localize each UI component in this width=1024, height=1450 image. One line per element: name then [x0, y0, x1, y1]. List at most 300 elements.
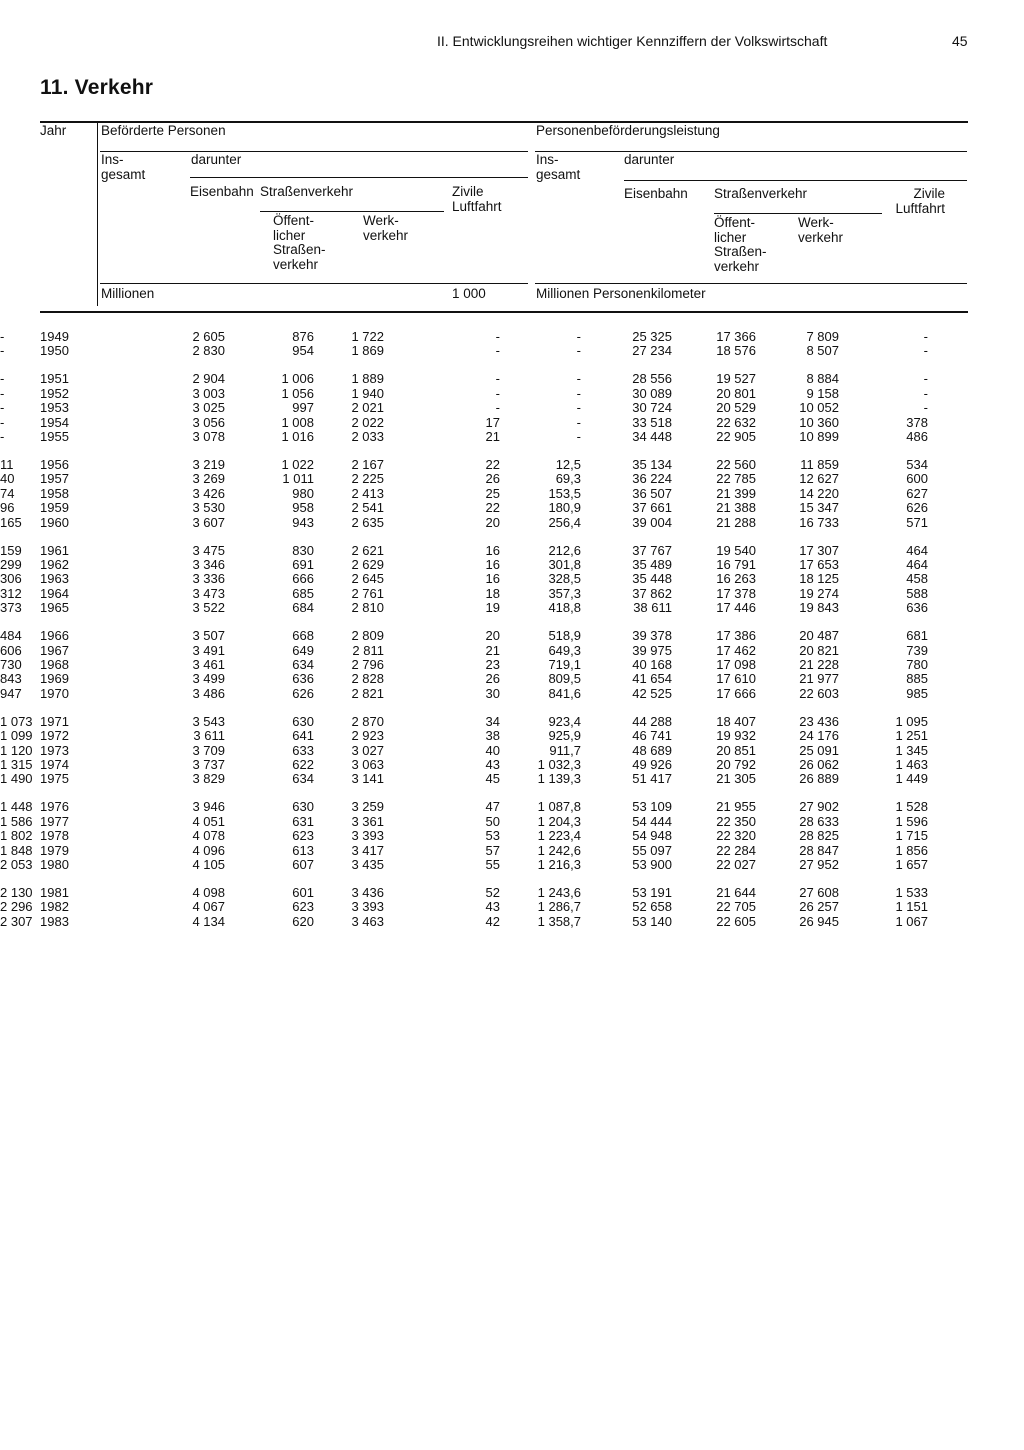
cell-pkm-eisenbahn: 22 027 — [716, 857, 756, 872]
cell-pkm-oeffentlicher-strassenverkehr: 8 884 — [806, 371, 839, 387]
cell-persons-zivile-luftfahrt: 809,5 — [548, 671, 581, 687]
cell-year: 1979 — [40, 842, 69, 858]
cell-persons-eisenbahn: 1 016 — [281, 429, 314, 444]
cell-persons-zivile-luftfahrt: 1 087,8 — [537, 799, 581, 815]
cell-pkm-eisenbahn: 17 366 — [716, 329, 756, 344]
cell-persons-insgesamt: 3 486 — [192, 685, 225, 701]
cell-persons-eisenbahn: 601 — [292, 885, 314, 900]
cell-pkm-zivile-luftfahrt: - — [0, 343, 5, 359]
cell-persons-insgesamt: 3 078 — [192, 429, 225, 444]
cell-pkm-oeffentlicher-strassenverkehr: 9 158 — [806, 385, 839, 401]
cell-pkm-oeffentlicher-strassenverkehr: 25 091 — [799, 742, 839, 758]
cell-pkm-eisenbahn: 19 932 — [716, 728, 756, 744]
table-row — [0, 544, 1024, 558]
cell-persons-werkverkehr: 19 — [485, 600, 500, 616]
cell-persons-eisenbahn: 668 — [292, 628, 314, 644]
cell-persons-werkverkehr: - — [495, 371, 500, 387]
cell-persons-zivile-luftfahrt: 12,5 — [555, 457, 581, 472]
cell-persons-zivile-luftfahrt: 649,3 — [548, 642, 581, 658]
cell-pkm-werkverkehr: 627 — [906, 485, 928, 501]
cell-pkm-werkverkehr: 1 251 — [895, 728, 928, 744]
cell-pkm-eisenbahn: 21 399 — [716, 485, 756, 501]
cell-pkm-oeffentlicher-strassenverkehr: 26 257 — [799, 899, 839, 915]
cell-pkm-zivile-luftfahrt: 11 — [0, 457, 14, 472]
cell-pkm-zivile-luftfahrt: 730 — [0, 657, 22, 672]
header-werkverkehr-pkm: Werk-verkehr — [798, 215, 844, 245]
cell-pkm-oeffentlicher-strassenverkehr: 10 052 — [799, 400, 839, 416]
cell-persons-werkverkehr: 20 — [485, 514, 500, 530]
cell-pkm-insgesamt: 42 525 — [632, 685, 672, 701]
cell-persons-insgesamt: 4 105 — [192, 857, 225, 872]
cell-year: 1983 — [40, 913, 69, 929]
cell-persons-zivile-luftfahrt: 301,8 — [548, 557, 581, 572]
cell-pkm-zivile-luftfahrt: - — [0, 329, 5, 344]
table-row — [0, 501, 1024, 515]
rule-subcolumns-right — [624, 180, 967, 181]
cell-persons-zivile-luftfahrt: 1 286,7 — [537, 899, 581, 915]
unit-millionen: Millionen — [101, 286, 155, 301]
cell-persons-zivile-luftfahrt: 1 243,6 — [537, 885, 581, 900]
cell-persons-insgesamt: 4 067 — [192, 899, 225, 915]
cell-persons-insgesamt: 3 499 — [192, 671, 225, 687]
cell-persons-eisenbahn: 622 — [292, 757, 314, 772]
header-personenbefoerderungsleistung: Personenbeförderungsleistung — [536, 123, 720, 138]
cell-persons-eisenbahn: 685 — [292, 585, 314, 601]
table-row — [0, 815, 1024, 829]
cell-pkm-eisenbahn: 22 785 — [716, 471, 756, 487]
header-darunter-persons: darunter — [191, 152, 242, 167]
header-eisenbahn-pkm: Eisenbahn — [624, 186, 688, 201]
cell-persons-oeffentlicher-strassenverkehr: 3 417 — [351, 842, 384, 858]
cell-persons-zivile-luftfahrt: 1 358,7 — [537, 913, 581, 929]
cell-year: 1955 — [40, 429, 69, 444]
cell-year: 1973 — [40, 742, 69, 758]
cell-persons-eisenbahn: 649 — [292, 642, 314, 658]
cell-persons-insgesamt: 3 461 — [192, 657, 225, 672]
cell-pkm-oeffentlicher-strassenverkehr: 20 821 — [799, 642, 839, 658]
cell-pkm-eisenbahn: 20 529 — [716, 400, 756, 416]
cell-pkm-oeffentlicher-strassenverkehr: 26 889 — [799, 771, 839, 787]
cell-pkm-insgesamt: 36 224 — [632, 471, 672, 487]
cell-pkm-werkverkehr: - — [923, 343, 928, 359]
cell-pkm-eisenbahn: 22 905 — [716, 429, 756, 444]
cell-persons-zivile-luftfahrt: 1 223,4 — [537, 828, 581, 844]
header-strassenverkehr-persons: Straßenverkehr — [260, 184, 354, 199]
cell-pkm-eisenbahn: 22 705 — [716, 899, 756, 915]
cell-year: 1949 — [40, 329, 69, 344]
cell-year: 1967 — [40, 642, 69, 658]
cell-persons-eisenbahn: 623 — [292, 828, 314, 844]
cell-pkm-zivile-luftfahrt: 74 — [0, 485, 15, 501]
cell-pkm-oeffentlicher-strassenverkehr: 22 603 — [799, 685, 839, 701]
cell-persons-insgesamt: 3 491 — [192, 642, 225, 658]
table-row — [0, 330, 1024, 344]
cell-pkm-zivile-luftfahrt: 1 448 — [0, 799, 33, 815]
header-insgesamt-pkm: Ins-gesamt — [536, 152, 581, 182]
cell-persons-werkverkehr: - — [495, 329, 500, 344]
cell-pkm-eisenbahn: 17 378 — [716, 585, 756, 601]
header-strassenverkehr-pkm: Straßenverkehr — [714, 186, 808, 201]
cell-year: 1977 — [40, 813, 69, 829]
cell-persons-zivile-luftfahrt: 418,8 — [548, 600, 581, 616]
cell-pkm-insgesamt: 39 378 — [632, 628, 672, 644]
table-row — [0, 558, 1024, 572]
cell-pkm-insgesamt: 54 444 — [632, 813, 672, 829]
year-column-divider — [97, 121, 98, 306]
cell-persons-zivile-luftfahrt: - — [576, 371, 581, 387]
cell-persons-zivile-luftfahrt: 1 216,3 — [537, 857, 581, 872]
cell-persons-werkverkehr: - — [495, 385, 500, 401]
header-eisenbahn-persons: Eisenbahn — [190, 184, 254, 199]
cell-persons-eisenbahn: 958 — [292, 500, 314, 516]
cell-persons-oeffentlicher-strassenverkehr: 2 167 — [351, 457, 384, 472]
cell-persons-oeffentlicher-strassenverkehr: 2 761 — [351, 585, 384, 601]
cell-pkm-werkverkehr: 885 — [906, 671, 928, 687]
cell-persons-oeffentlicher-strassenverkehr: 1 940 — [351, 385, 384, 401]
cell-persons-oeffentlicher-strassenverkehr: 3 393 — [351, 828, 384, 844]
cell-pkm-insgesamt: 36 507 — [632, 485, 672, 501]
cell-persons-insgesamt: 3 025 — [192, 400, 225, 416]
cell-persons-werkverkehr: 53 — [485, 828, 500, 844]
cell-year: 1969 — [40, 671, 69, 687]
cell-pkm-werkverkehr: 1 463 — [895, 757, 928, 772]
cell-pkm-eisenbahn: 17 446 — [716, 600, 756, 616]
cell-pkm-werkverkehr: 1 596 — [895, 813, 928, 829]
cell-pkm-oeffentlicher-strassenverkehr: 23 436 — [799, 713, 839, 729]
cell-persons-insgesamt: 4 134 — [192, 913, 225, 929]
cell-persons-eisenbahn: 1 022 — [281, 457, 314, 472]
cell-persons-eisenbahn: 630 — [292, 799, 314, 815]
cell-pkm-eisenbahn: 21 305 — [716, 771, 756, 787]
cell-persons-insgesamt: 4 096 — [192, 842, 225, 858]
cell-persons-eisenbahn: 607 — [292, 857, 314, 872]
cell-persons-zivile-luftfahrt: - — [576, 414, 581, 430]
unit-tausend: 1 000 — [452, 286, 486, 301]
cell-pkm-insgesamt: 53 109 — [632, 799, 672, 815]
table-row — [0, 344, 1024, 358]
cell-persons-zivile-luftfahrt: 212,6 — [548, 542, 581, 558]
header-werkverkehr-persons: Werk-verkehr — [363, 213, 409, 243]
table-row — [0, 844, 1024, 858]
cell-persons-eisenbahn: 1 011 — [282, 471, 314, 487]
cell-persons-werkverkehr: 20 — [485, 628, 500, 644]
rule-subcolumns-left — [190, 177, 528, 178]
cell-pkm-insgesamt: 25 325 — [632, 329, 672, 344]
cell-year: 1971 — [40, 713, 69, 729]
cell-pkm-werkverkehr: 600 — [906, 471, 928, 487]
cell-pkm-zivile-luftfahrt: 1 490 — [0, 771, 33, 787]
cell-persons-insgesamt: 3 426 — [192, 485, 225, 501]
cell-persons-insgesamt: 3 543 — [192, 713, 225, 729]
cell-pkm-eisenbahn: 16 791 — [716, 557, 756, 572]
rule-darunter-left — [100, 151, 528, 152]
cell-pkm-werkverkehr: 739 — [906, 642, 928, 658]
rule-darunter-right — [535, 151, 967, 152]
cell-pkm-eisenbahn: 17 610 — [716, 671, 756, 687]
cell-pkm-werkverkehr: 985 — [906, 685, 928, 701]
cell-pkm-eisenbahn: 16 263 — [716, 571, 756, 587]
cell-pkm-werkverkehr: 1 856 — [895, 842, 928, 858]
cell-persons-werkverkehr: 43 — [485, 757, 500, 772]
cell-pkm-zivile-luftfahrt: 1 073 — [0, 713, 33, 729]
cell-pkm-werkverkehr: - — [923, 329, 928, 344]
cell-pkm-insgesamt: 37 767 — [632, 542, 672, 558]
cell-persons-werkverkehr: 22 — [485, 457, 500, 472]
section-title: 11. Verkehr — [40, 76, 154, 99]
cell-persons-werkverkehr: 42 — [485, 913, 500, 929]
cell-persons-eisenbahn: 691 — [292, 557, 314, 572]
cell-pkm-werkverkehr: 464 — [906, 557, 928, 572]
cell-persons-insgesamt: 3 346 — [192, 557, 225, 572]
cell-persons-werkverkehr: 16 — [485, 557, 500, 572]
cell-persons-insgesamt: 3 607 — [192, 514, 225, 530]
cell-pkm-werkverkehr: 1 657 — [895, 857, 928, 872]
cell-persons-werkverkehr: 23 — [485, 657, 500, 672]
cell-pkm-zivile-luftfahrt: 2 130 — [0, 885, 33, 900]
cell-pkm-werkverkehr: 588 — [906, 585, 928, 601]
cell-pkm-eisenbahn: 20 851 — [716, 742, 756, 758]
cell-pkm-werkverkehr: 486 — [906, 429, 928, 444]
cell-pkm-eisenbahn: 22 632 — [716, 414, 756, 430]
cell-pkm-zivile-luftfahrt: 306 — [0, 571, 22, 587]
cell-pkm-oeffentlicher-strassenverkehr: 19 843 — [799, 600, 839, 616]
cell-year: 1975 — [40, 771, 69, 787]
cell-persons-zivile-luftfahrt: 923,4 — [548, 713, 581, 729]
rule-units-right — [535, 283, 967, 284]
cell-year: 1972 — [40, 728, 69, 744]
cell-persons-insgesamt: 2 830 — [192, 343, 225, 359]
cell-pkm-zivile-luftfahrt: 40 — [0, 471, 15, 487]
cell-persons-insgesamt: 3 219 — [192, 457, 225, 472]
cell-pkm-eisenbahn: 22 320 — [716, 828, 756, 844]
header-insgesamt-persons: Ins-gesamt — [101, 152, 146, 182]
cell-pkm-werkverkehr: 1 528 — [895, 799, 928, 815]
cell-persons-eisenbahn: 631 — [292, 813, 314, 829]
cell-pkm-oeffentlicher-strassenverkehr: 28 825 — [799, 828, 839, 844]
cell-persons-oeffentlicher-strassenverkehr: 1 889 — [351, 371, 384, 387]
header-befoerderte-personen: Beförderte Personen — [101, 123, 226, 138]
cell-persons-eisenbahn: 623 — [292, 899, 314, 915]
cell-pkm-eisenbahn: 22 350 — [716, 813, 756, 829]
cell-persons-eisenbahn: 1 056 — [281, 385, 314, 401]
cell-persons-zivile-luftfahrt: 841,6 — [548, 685, 581, 701]
cell-pkm-eisenbahn: 19 527 — [716, 371, 756, 387]
cell-persons-oeffentlicher-strassenverkehr: 2 413 — [351, 485, 384, 501]
cell-pkm-zivile-luftfahrt: 299 — [0, 557, 22, 572]
cell-pkm-insgesamt: 35 448 — [632, 571, 672, 587]
cell-persons-insgesamt: 2 605 — [192, 329, 225, 344]
cell-pkm-werkverkehr: - — [923, 385, 928, 401]
cell-persons-werkverkehr: 40 — [485, 742, 500, 758]
cell-persons-eisenbahn: 634 — [292, 657, 314, 672]
cell-year: 1965 — [40, 600, 69, 616]
cell-persons-werkverkehr: 52 — [485, 885, 500, 900]
rule-strassenverkehr-right — [714, 213, 882, 214]
cell-persons-insgesamt: 3 507 — [192, 628, 225, 644]
table-row — [0, 744, 1024, 758]
cell-persons-zivile-luftfahrt: 153,5 — [548, 485, 581, 501]
cell-persons-zivile-luftfahrt: 69,3 — [555, 471, 581, 487]
cell-pkm-werkverkehr: 1 715 — [895, 828, 928, 844]
cell-year: 1951 — [40, 371, 69, 387]
cell-pkm-werkverkehr: 681 — [906, 628, 928, 644]
cell-pkm-werkverkehr: 1 449 — [895, 771, 928, 787]
cell-pkm-insgesamt: 49 926 — [632, 757, 672, 772]
header-oeffentlicher-strassenverkehr-persons: Öffent-licher Straßen-verkehr — [273, 213, 326, 272]
cell-year: 1954 — [40, 414, 69, 430]
cell-persons-eisenbahn: 954 — [292, 343, 314, 359]
cell-year: 1978 — [40, 828, 69, 844]
cell-persons-zivile-luftfahrt: - — [576, 400, 581, 416]
header-oeffentlicher-strassenverkehr-pkm: Öffent-licher Straßen-verkehr — [714, 215, 767, 274]
cell-pkm-zivile-luftfahrt: - — [0, 385, 5, 401]
cell-persons-werkverkehr: 47 — [485, 799, 500, 815]
header-darunter-pkm: darunter — [624, 152, 675, 167]
cell-pkm-zivile-luftfahrt: 165 — [0, 514, 22, 530]
cell-persons-oeffentlicher-strassenverkehr: 2 828 — [351, 671, 384, 687]
cell-persons-oeffentlicher-strassenverkehr: 3 141 — [351, 771, 384, 787]
cell-persons-insgesamt: 3 003 — [192, 385, 225, 401]
cell-pkm-oeffentlicher-strassenverkehr: 15 347 — [799, 500, 839, 516]
cell-pkm-eisenbahn: 17 666 — [716, 685, 756, 701]
table-row — [0, 629, 1024, 643]
cell-persons-werkverkehr: 30 — [485, 685, 500, 701]
cell-pkm-zivile-luftfahrt: 2 296 — [0, 899, 33, 915]
cell-pkm-oeffentlicher-strassenverkehr: 12 627 — [799, 471, 839, 487]
cell-persons-oeffentlicher-strassenverkehr: 2 621 — [351, 542, 384, 558]
cell-pkm-insgesamt: 34 448 — [632, 429, 672, 444]
header-zivile-luftfahrt-persons: Zivile Luftfahrt — [452, 184, 502, 214]
header-zivile-luftfahrt-pkm: Zivile Luftfahrt — [895, 186, 945, 216]
cell-pkm-zivile-luftfahrt: 1 120 — [0, 742, 33, 758]
cell-year: 1981 — [40, 885, 69, 900]
cell-pkm-insgesamt: 39 004 — [632, 514, 672, 530]
cell-year: 1970 — [40, 685, 69, 701]
cell-persons-eisenbahn: 876 — [292, 329, 314, 344]
cell-persons-werkverkehr: 16 — [485, 542, 500, 558]
cell-pkm-zivile-luftfahrt: 1 315 — [0, 757, 33, 772]
table-head-bottom-rule — [40, 311, 968, 313]
cell-year: 1957 — [40, 471, 69, 487]
cell-year: 1974 — [40, 757, 69, 772]
cell-persons-oeffentlicher-strassenverkehr: 3 063 — [351, 757, 384, 772]
table-row — [0, 758, 1024, 772]
cell-persons-insgesamt: 3 522 — [192, 600, 225, 616]
cell-pkm-oeffentlicher-strassenverkehr: 26 945 — [799, 913, 839, 929]
cell-pkm-eisenbahn: 22 284 — [716, 842, 756, 858]
cell-persons-zivile-luftfahrt: 1 204,3 — [537, 813, 581, 829]
cell-pkm-eisenbahn: 17 462 — [716, 642, 756, 658]
cell-pkm-eisenbahn: 22 605 — [716, 913, 756, 929]
cell-pkm-eisenbahn: 19 540 — [716, 542, 756, 558]
cell-pkm-insgesamt: 53 900 — [632, 857, 672, 872]
cell-pkm-oeffentlicher-strassenverkehr: 18 125 — [799, 571, 839, 587]
cell-pkm-eisenbahn: 22 560 — [716, 457, 756, 472]
cell-pkm-werkverkehr: 780 — [906, 657, 928, 672]
cell-pkm-zivile-luftfahrt: 1 848 — [0, 842, 33, 858]
cell-year: 1962 — [40, 557, 69, 572]
cell-persons-oeffentlicher-strassenverkehr: 2 821 — [351, 685, 384, 701]
cell-pkm-zivile-luftfahrt: 947 — [0, 685, 22, 701]
table-row — [0, 658, 1024, 672]
cell-pkm-insgesamt: 35 134 — [632, 457, 672, 472]
cell-pkm-oeffentlicher-strassenverkehr: 17 653 — [799, 557, 839, 572]
cell-year: 1959 — [40, 500, 69, 516]
cell-pkm-eisenbahn: 21 388 — [716, 500, 756, 516]
cell-pkm-werkverkehr: 571 — [906, 514, 928, 530]
table-row — [0, 915, 1024, 929]
cell-pkm-oeffentlicher-strassenverkehr: 27 608 — [799, 885, 839, 900]
cell-pkm-oeffentlicher-strassenverkehr: 16 733 — [799, 514, 839, 530]
table-row — [0, 430, 1024, 444]
cell-pkm-zivile-luftfahrt: 1 099 — [0, 728, 33, 744]
cell-year: 1950 — [40, 343, 69, 359]
cell-persons-eisenbahn: 830 — [292, 542, 314, 558]
cell-year: 1980 — [40, 857, 69, 872]
cell-pkm-insgesamt: 37 862 — [632, 585, 672, 601]
cell-persons-oeffentlicher-strassenverkehr: 3 436 — [351, 885, 384, 900]
cell-persons-werkverkehr: 50 — [485, 813, 500, 829]
cell-persons-werkverkehr: 34 — [485, 713, 500, 729]
cell-pkm-zivile-luftfahrt: 159 — [0, 542, 22, 558]
table-row — [0, 372, 1024, 386]
cell-persons-oeffentlicher-strassenverkehr: 2 870 — [351, 713, 384, 729]
cell-persons-oeffentlicher-strassenverkehr: 1 722 — [351, 329, 384, 344]
cell-pkm-eisenbahn: 20 792 — [716, 757, 756, 772]
cell-persons-eisenbahn: 1 006 — [281, 371, 314, 387]
cell-pkm-zivile-luftfahrt: - — [0, 371, 5, 387]
cell-pkm-werkverkehr: 1 151 — [895, 899, 928, 915]
cell-persons-oeffentlicher-strassenverkehr: 2 541 — [351, 500, 384, 516]
cell-pkm-insgesamt: 39 975 — [632, 642, 672, 658]
cell-pkm-oeffentlicher-strassenverkehr: 24 176 — [799, 728, 839, 744]
cell-persons-eisenbahn: 620 — [292, 913, 314, 929]
cell-persons-insgesamt: 3 709 — [192, 742, 225, 758]
cell-persons-eisenbahn: 980 — [292, 485, 314, 501]
cell-pkm-werkverkehr: 534 — [906, 457, 928, 472]
cell-pkm-eisenbahn: 21 955 — [716, 799, 756, 815]
cell-persons-zivile-luftfahrt: 1 242,6 — [537, 842, 581, 858]
cell-persons-insgesamt: 3 737 — [192, 757, 225, 772]
cell-pkm-insgesamt: 35 489 — [632, 557, 672, 572]
rule-strassenverkehr-left — [260, 211, 444, 212]
cell-persons-werkverkehr: 22 — [485, 500, 500, 516]
cell-pkm-oeffentlicher-strassenverkehr: 10 899 — [799, 429, 839, 444]
cell-pkm-zivile-luftfahrt: 606 — [0, 642, 22, 658]
cell-year: 1953 — [40, 400, 69, 416]
cell-persons-insgesamt: 3 530 — [192, 500, 225, 516]
cell-persons-zivile-luftfahrt: 1 139,3 — [537, 771, 581, 787]
cell-pkm-eisenbahn: 21 644 — [716, 885, 756, 900]
cell-persons-werkverkehr: - — [495, 400, 500, 416]
cell-persons-zivile-luftfahrt: - — [576, 385, 581, 401]
cell-persons-oeffentlicher-strassenverkehr: 2 923 — [351, 728, 384, 744]
cell-pkm-insgesamt: 30 089 — [632, 385, 672, 401]
cell-year: 1956 — [40, 457, 69, 472]
cell-persons-zivile-luftfahrt: 357,3 — [548, 585, 581, 601]
cell-persons-oeffentlicher-strassenverkehr: 3 259 — [351, 799, 384, 815]
cell-persons-insgesamt: 4 078 — [192, 828, 225, 844]
table-row — [0, 487, 1024, 501]
cell-persons-werkverkehr: 55 — [485, 857, 500, 872]
cell-persons-insgesamt: 3 336 — [192, 571, 225, 587]
cell-persons-eisenbahn: 666 — [292, 571, 314, 587]
cell-persons-zivile-luftfahrt: 719,1 — [548, 657, 581, 672]
cell-pkm-insgesamt: 54 948 — [632, 828, 672, 844]
table-row — [0, 587, 1024, 601]
cell-persons-oeffentlicher-strassenverkehr: 2 796 — [351, 657, 384, 672]
cell-persons-werkverkehr: 16 — [485, 571, 500, 587]
